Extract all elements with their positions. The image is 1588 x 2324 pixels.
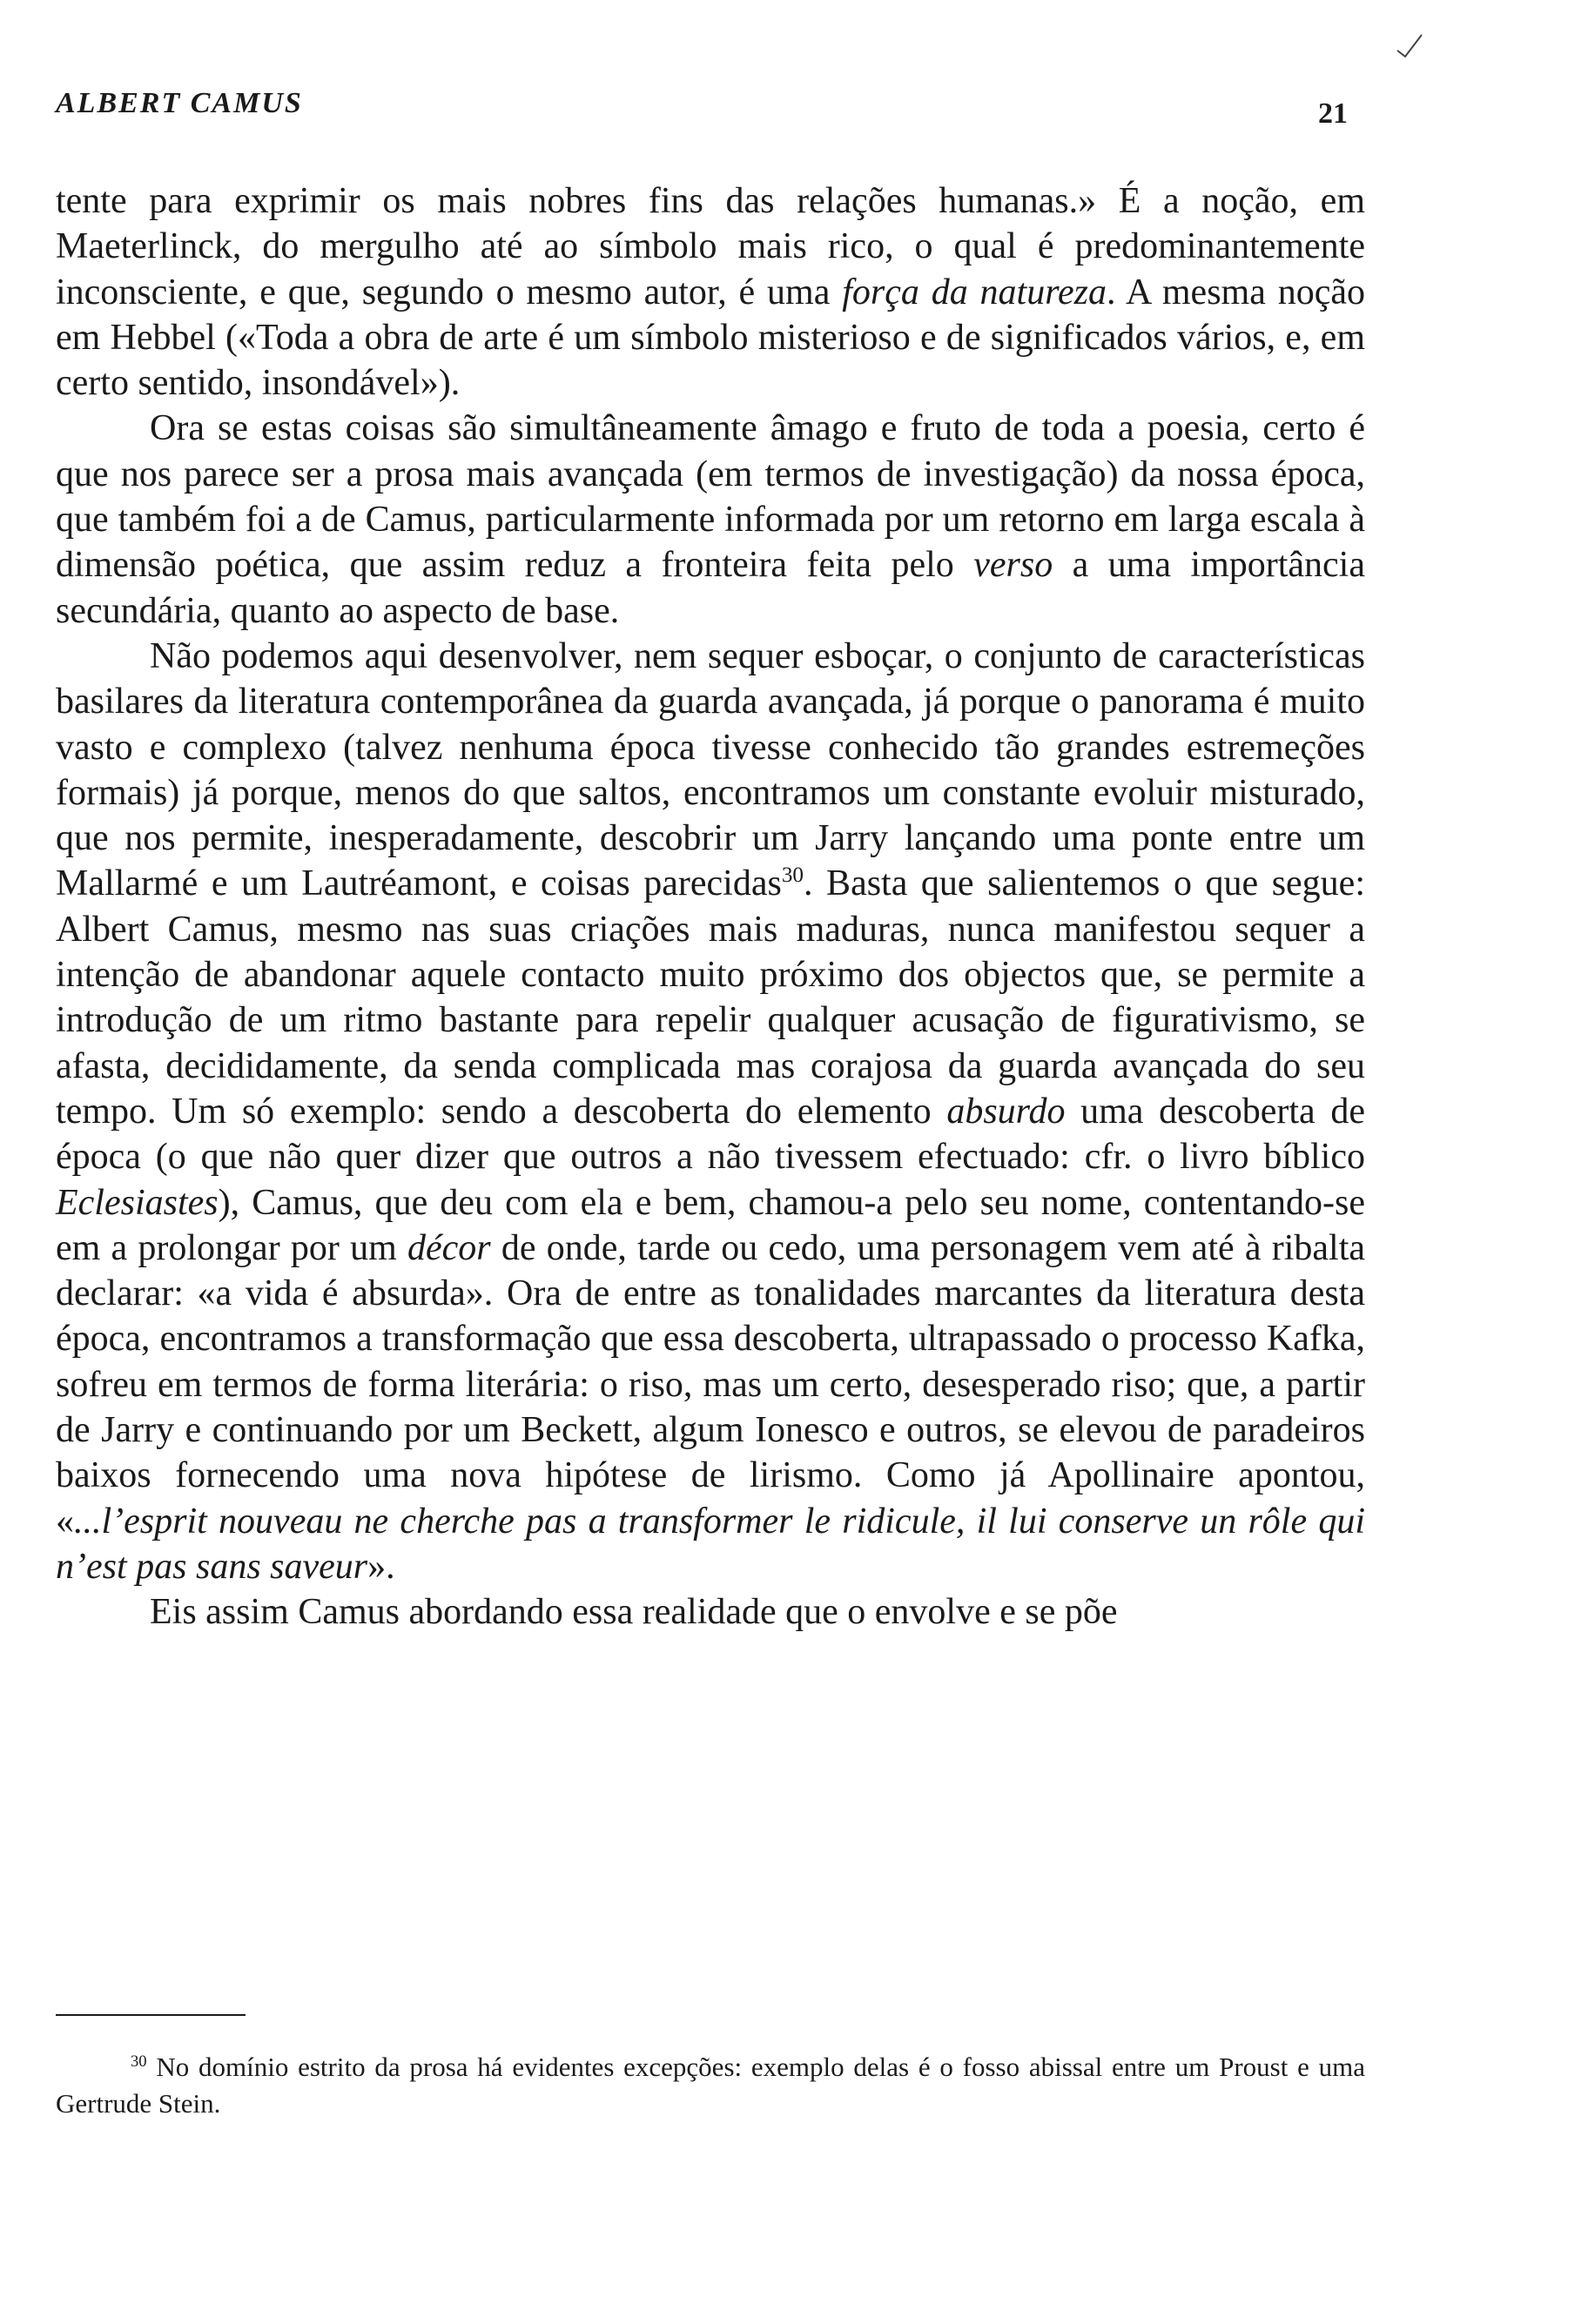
text-run: a uma importância secundária, quanto ao aspecto de base. bbox=[56, 545, 1365, 631]
footnote-30 bbox=[56, 2049, 1365, 2122]
page-number: 21 bbox=[1318, 97, 1348, 130]
paragraph-1 bbox=[56, 178, 1365, 406]
text-run: . Basta que salientemos o que segue: Albert Camus, mesmo nas suas criações mais maduras, nunca manifestou sequer a intenção de abandonar aquele contacto muito próximo dos objectos que, se permite a introdução de um ritmo bastante para repelir qualquer acusação de figurativismo, se afasta, decididamente, da senda complicada mas corajosa da guarda avançada do seu tempo. Um só exemplo: sendo a descoberta do elemento bbox=[56, 863, 1365, 1132]
text-run: Eis assim Camus abordando essa realidade que o envolve e se põe bbox=[150, 1592, 1118, 1633]
italic-phrase: absurdo bbox=[946, 1091, 1066, 1132]
italic-phrase: força da natureza bbox=[842, 272, 1107, 312]
footnote-separator bbox=[56, 2014, 246, 2016]
text-run: Não podemos aqui desenvolver, nem sequer esboçar, o conjunto de características basilares da literatura contemporânea da guarda avançada, já porque o panorama é muito vasto e complexo (talvez nenhuma época tivesse conhecido tão grandes estremeções formais) já porque, menos do que saltos, encontramos um constante evoluir misturado, que nos permite, inesperadamente, descobrir um Jarry lançando uma ponte entre um Mallarmé e um Lautréamont, e coisas parecidas bbox=[56, 635, 1365, 904]
text-run: tente para exprimir os mais nobres fins das relações humanas.» É a noção, em Maeterlinck, do mergulho até ao símbolo mais rico, o qual é predominantemente inconsciente, e que, segundo o mesmo autor, é uma bbox=[56, 181, 1365, 312]
text-run: ), Camus, que deu com ela e bem, chamou-a pelo seu nome, contentando-se em a prolongar por um bbox=[56, 1182, 1365, 1268]
italic-phrase: Eclesiastes bbox=[56, 1182, 219, 1223]
running-head-title: ALBERT CAMUS bbox=[56, 87, 303, 119]
footnote-marker: 30 bbox=[781, 863, 804, 888]
text-run: de onde, tarde ou cedo, uma personagem vem até à ribalta declarar: «a vida é absurda». Ora de entre as tonalidades marcantes da literatura desta época, encontramos a transformação que essa descoberta, ultrapassado o processo Kafka, sofreu em termos de forma literária: o riso, mas um certo, desesperado riso; que, a partir de Jarry e continuando por um Beckett, algum Ionesco e outros, se elevou de paradeiros baixos fornecendo uma nova hipótese de lirismo. Como já Apollinaire apontou, « bbox=[56, 1227, 1365, 1541]
paragraph-2 bbox=[56, 406, 1365, 633]
text-run: . A mesma noção em Hebbel («Toda a obra de arte é um símbolo misterioso e de significados vários, e, em certo sentido, insondável»). bbox=[56, 272, 1365, 404]
body-text bbox=[56, 178, 1365, 1636]
text-run: ». bbox=[367, 1546, 395, 1587]
text-run: No domínio estrito da prosa há evidentes excepções: exemplo delas é o fosso abissal entre um Proust e uma Gertrude Stein. bbox=[56, 2052, 1365, 2119]
paragraph-4 bbox=[56, 1589, 1365, 1635]
paragraph-3 bbox=[56, 634, 1365, 1589]
pencil-checkmark-icon bbox=[1395, 31, 1424, 61]
text-run: Ora se estas coisas são simultâneamente âmago e fruto de toda a poesia, certo é que nos parece ser a prosa mais avançada (em termos de investigação) da nossa época, que também foi a de Camus, particularmente informada por um retorno em larga escala à dimensão poética, que assim reduz a fronteira feita pelo bbox=[56, 408, 1365, 586]
italic-phrase: verso bbox=[973, 545, 1053, 586]
italic-phrase: ...l’esprit nouveau ne cherche pas a transformer le ridicule, il lui conserve un rôle qui n’est pas sans saveur bbox=[56, 1501, 1365, 1587]
footnote-marker: 30 bbox=[131, 2052, 147, 2071]
text-run: uma descoberta de época (o que não quer dizer que outros a não tivessem efectuado: cfr. o livro bíblico bbox=[56, 1091, 1365, 1178]
italic-phrase: décor bbox=[407, 1227, 491, 1268]
footnote-text bbox=[56, 2049, 1365, 2122]
